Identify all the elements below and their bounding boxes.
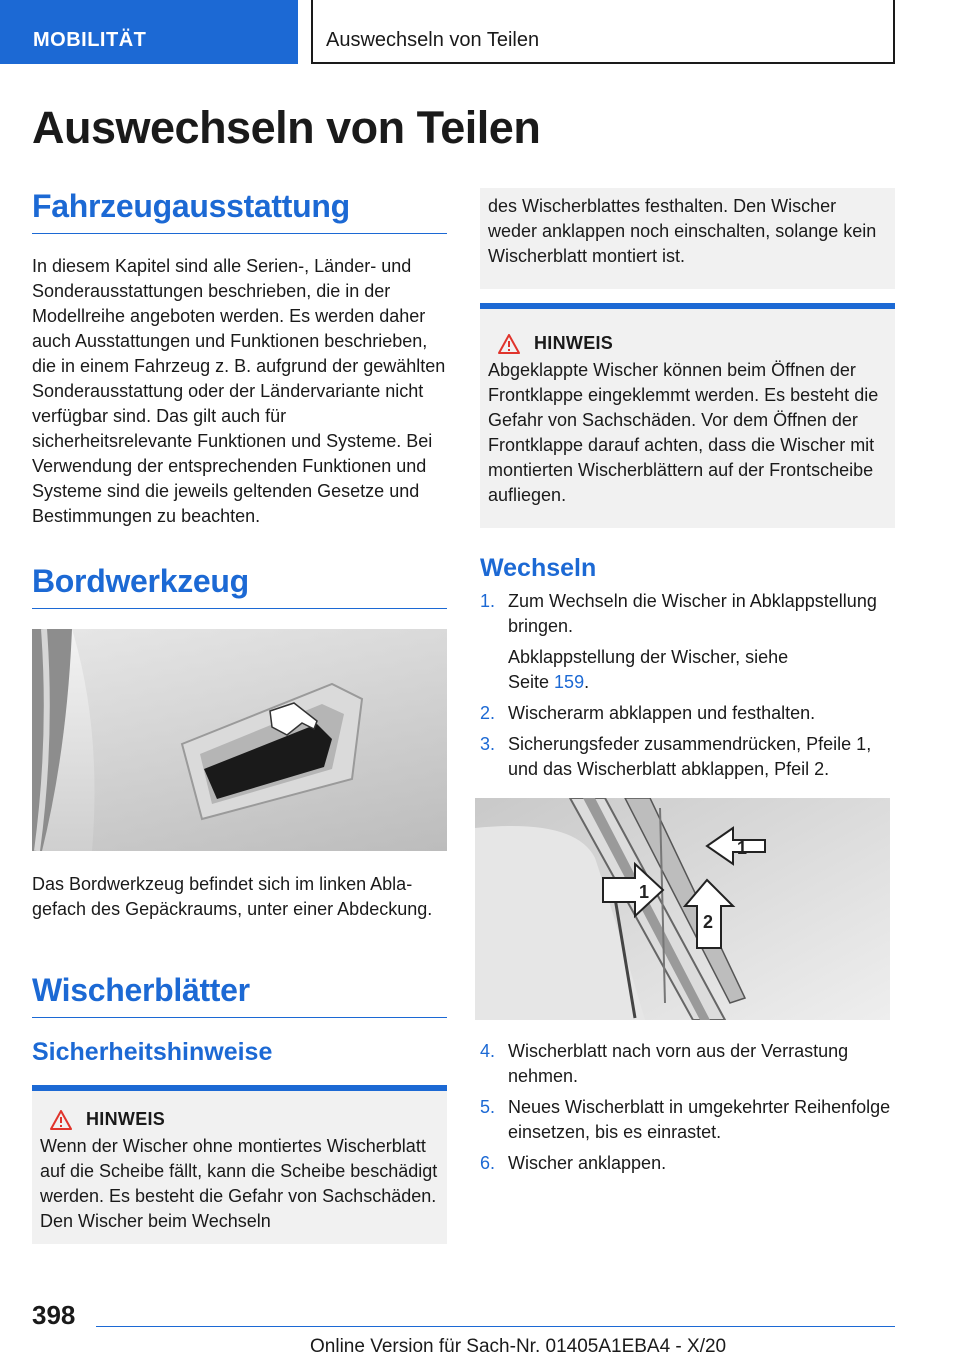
right-column <box>480 188 895 1182</box>
step-number: 3. <box>480 734 496 754</box>
heading-fahrzeugausstattung: Fahrzeugausstattung <box>32 188 447 234</box>
page-link[interactable]: 159 <box>554 672 585 692</box>
notice-text: Abgeklappte Wischer können beim Öffnen der Frontklappe eingeklemmt werden. Es besteht die Gefahr von Sachschäden. Vor dem Öffnen der Frontklappe darauf achten, dass die Wischer mit montierten Wischerblättern auf der Frontscheibe aufliegen. <box>488 360 879 505</box>
notice-label: HINWEIS <box>534 333 614 353</box>
step-text: Wischer anklappen. <box>508 1153 667 1173</box>
steps-list-b <box>480 1039 895 1176</box>
arrow-label: 1 <box>737 838 748 858</box>
list-item <box>480 1039 895 1089</box>
step-number: 4. <box>480 1041 496 1061</box>
heading-bordwerkzeug: Bordwerkzeug <box>32 563 447 609</box>
list-item <box>480 701 895 726</box>
step-text: Zum Wechseln die Wischer in Abklappstellung bringen. <box>508 591 877 636</box>
footer-version-text: Online Version für Sach-Nr. 01405A1EBA4 - X/20 <box>310 1336 727 1357</box>
notice-text-continued: des Wischerblattes festhalten. Den Wischer weder anklappen noch einschalten, solange kein Wischerblatt montiert ist. <box>488 196 877 266</box>
arrow-label: 1 <box>639 882 650 902</box>
list-item <box>480 1095 895 1145</box>
heading-sicherheitshinweise: Sicherheitshinweise <box>32 1038 273 1066</box>
step-text: Wischerblatt nach vorn aus der Verrastung nehmen. <box>508 1041 849 1086</box>
step-number: 2. <box>480 703 496 723</box>
steps-list-a <box>480 589 895 782</box>
fahrzeug-text: In diesem Kapitel sind alle Serien-, Länder- und Sonderausstattungen beschrieben, die in der Modellreihe angeboten werden. Es werden daher auch Ausstattungen und Funktionen beschrieben, die in einem Fahrzeug z. B. aufgrund der gewählten Sonderausstattung oder der Ländervariante nicht verfügbar sind. Das gilt auch für sicherheitsrelevante Funktionen und Systeme. Bei Verwendung der entsprechenden Funktionen und Systeme sind die jeweils geltenden Gesetze und Bestimmungen zu beachten. <box>32 256 446 526</box>
step-number: 5. <box>480 1097 496 1117</box>
notice-text: Wenn der Wischer ohne montiertes Wischerblatt auf die Scheibe fällt, kann die Scheibe beschädigt werden. Es besteht die Gefahr von Sachschäden. Den Wischer beim Wechseln <box>40 1136 438 1231</box>
step-text: Neues Wischerblatt in umgekehrter Reihenfolge einsetzen, bis es einrastet. <box>508 1097 891 1142</box>
chapter-title-box: Auswechseln von Teilen <box>311 0 895 64</box>
footer-divider <box>96 1326 895 1327</box>
warning-triangle-icon <box>50 1110 72 1130</box>
bordwerkzeug-caption: Das Bordwerkzeug befindet sich im linken Ablagefach des Gepäckraums, unter einer Abdeckung. <box>32 874 433 919</box>
notice-header <box>40 1109 439 1130</box>
warning-triangle-icon <box>498 334 520 354</box>
notice-box-1 <box>32 1085 447 1244</box>
section-tab[interactable]: MOBILITÄT <box>0 0 298 64</box>
page-title: Auswechseln von Teilen <box>32 102 541 153</box>
step-text: Sicherungsfeder zusammendrücken, Pfeile 1, und das Wischerblatt abklappen, Pfeil 2. <box>508 734 872 779</box>
list-item <box>480 589 895 695</box>
notice-box-2 <box>480 303 895 528</box>
notice-label: HINWEIS <box>86 1109 166 1129</box>
bordwerkzeug-photo <box>32 629 447 851</box>
wiper-blade-illustration <box>475 798 890 1020</box>
list-item <box>480 732 895 782</box>
heading-wischerblaetter: Wischerblätter <box>32 972 447 1018</box>
step-subtext: Abklappstellung der Wischer, siehe Seite 159. <box>508 647 789 692</box>
notice-header <box>488 333 887 354</box>
step-number: 1. <box>480 591 496 611</box>
list-item <box>480 1151 895 1176</box>
notice-box-1-continued <box>480 188 895 289</box>
left-column <box>32 188 447 1244</box>
step-text: Wischerarm abklappen und festhalten. <box>508 703 816 723</box>
page-header <box>0 0 960 66</box>
heading-wechseln: Wechseln <box>480 554 597 582</box>
page-number: 398 <box>32 1300 76 1330</box>
arrow-label: 2 <box>703 912 714 932</box>
step-number: 6. <box>480 1153 496 1173</box>
